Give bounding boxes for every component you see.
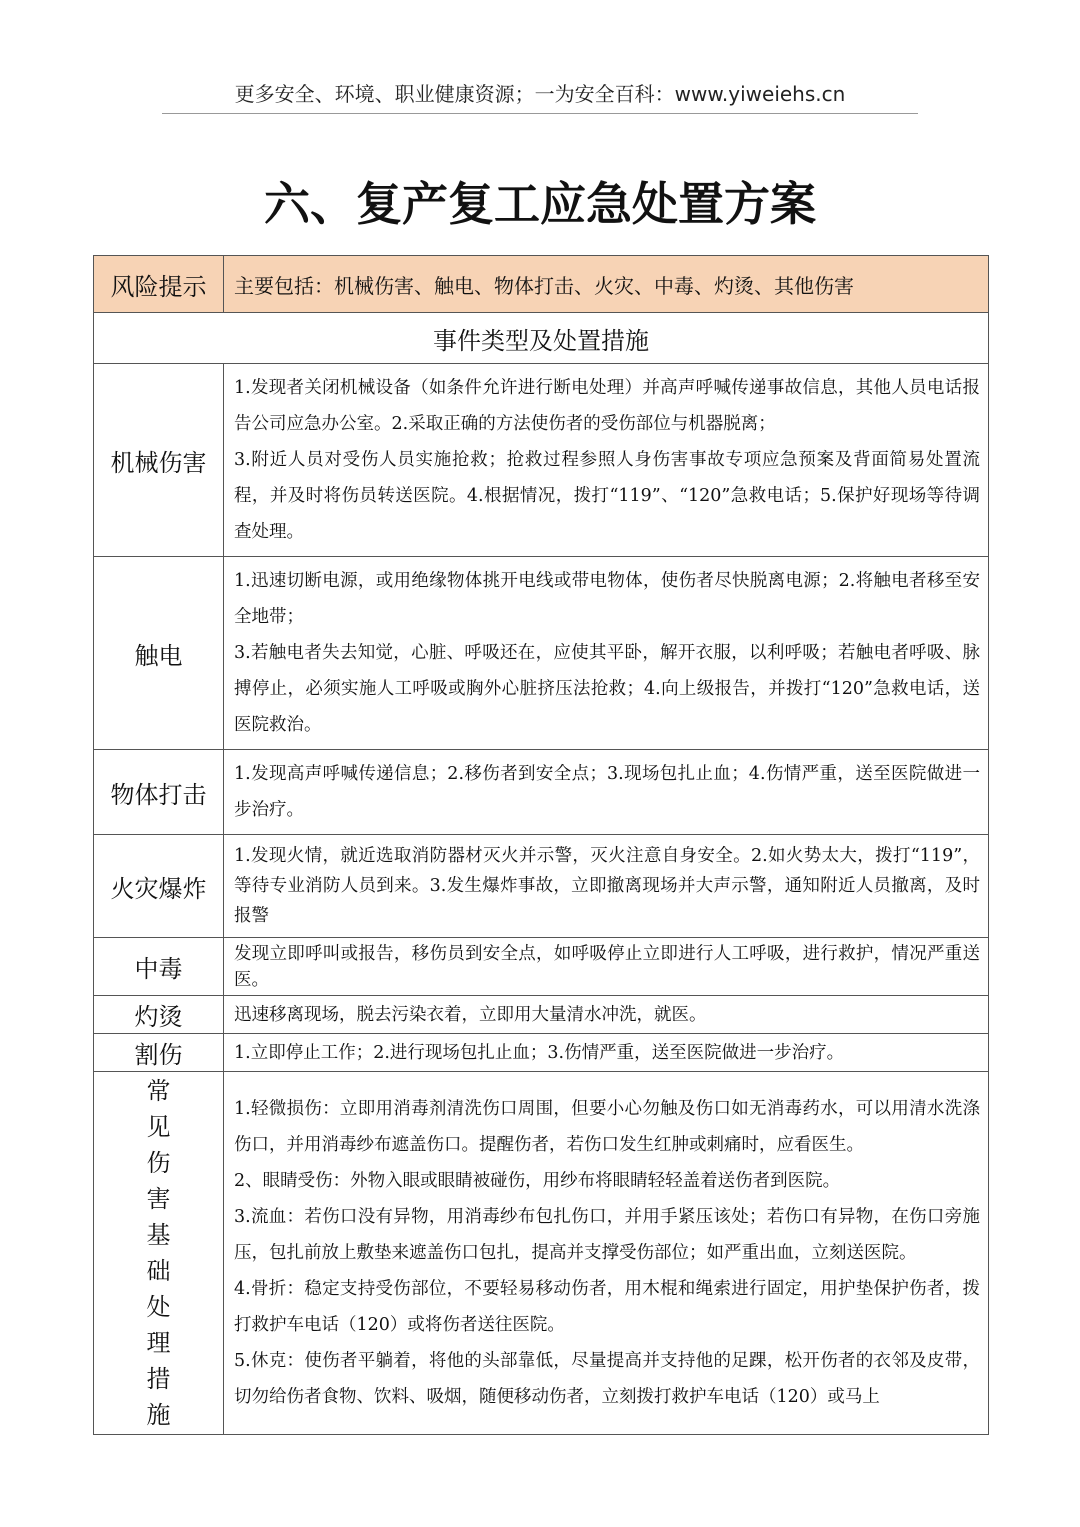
label-char: 础 [146,1257,171,1285]
content-paragraph: 3.附近人员对受伤人员实施抢救；抢救过程参照人身伤害事故专项应急预案及背面简易处置流程，并及时将伤员转送医院。4.根据情况，拨打“119”、“120”急救电话；5.保护好现场等待调查处理。 [234,450,980,542]
table-row [94,938,989,996]
risk-label: 风险提示 [94,256,224,313]
page-title: 六、复产复工应急处置方案 [264,177,816,231]
label-char: 害 [146,1185,171,1213]
row-content [224,938,989,996]
content-paragraph: 1.发现火情，就近选取消防器材灭火并示警，灭火注意自身安全。2.如火势太大，拨打“119”，等待专业消防人员到来。3.发生爆炸事故，立即撤离现场并大声示警，通知附近人员撤离，及时报警 [234,846,980,926]
row-content [224,1072,989,1435]
row-content [224,996,989,1034]
content-paragraph: 3.若触电者失去知觉，心脏、呼吸还在，应使其平卧，解开衣服，以利呼吸；若触电者呼吸、脉搏停止，必须实施人工呼吸或胸外心脏挤压法抢救；4.向上级报告，并拨打“120”急救电话，送医院救治。 [234,643,980,735]
risk-row [94,256,989,313]
content-paragraph: 迅速移离现场，脱去污染衣着，立即用大量清水冲洗，就医。 [234,1004,707,1025]
row-content [224,1034,989,1072]
content-paragraph: 1.迅速切断电源，或用绝缘物体挑开电线或带电物体，使伤者尽快脱离电源；2.将触电者移至安全地带； [234,571,980,627]
section-title: 事件类型及处置措施 [94,313,989,364]
site-header: 更多安全、环境、职业健康资源；一为安全百科：www.yiweiehs.cn [234,82,846,106]
label-char: 施 [146,1401,171,1429]
row-content [224,835,989,938]
table-row [94,835,989,938]
table-row [94,1072,989,1435]
section-row [94,313,989,364]
table-row [94,557,989,750]
label-char: 伤 [146,1149,171,1177]
content-paragraph: 2、眼睛受伤：外物入眼或眼睛被碰伤，用纱布将眼睛轻轻盖着送伤者到医院。 [234,1171,841,1191]
row-content [224,750,989,835]
content-paragraph: 3.流血：若伤口没有异物，用消毒纱布包扎伤口，并用手紧压该处；若伤口有异物，在伤口旁施压，包扎前放上敷垫来遮盖伤口包扎，提高并支撑受伤部位；如严重出血，立刻送医院。 [234,1207,980,1263]
content-paragraph: 1.轻微损伤：立即用消毒剂清洗伤口周围，但要小心勿触及伤口如无消毒药水，可以用清水洗涤伤口，并用消毒纱布遮盖伤口。提醒伤者，若伤口发生红肿或刺痛时，应看医生。 [234,1099,980,1155]
table-row [94,364,989,557]
emergency-plan-table [93,255,989,1435]
row-label: 割伤 [94,1034,224,1072]
label-char: 基 [146,1221,171,1249]
label-char: 处 [146,1293,171,1321]
table-row [94,750,989,835]
table-row [94,1034,989,1072]
content-paragraph: 1.发现者关闭机械设备（如条件允许进行断电处理）并高声呼喊传递事故信息，其他人员电话报告公司应急办公室。2.采取正确的方法使伤者的受伤部位与机器脱离； [234,378,980,434]
row-label: 物体打击 [94,750,224,835]
header-divider [162,113,918,114]
row-label: 触电 [94,557,224,750]
label-char: 措 [146,1365,171,1393]
label-char: 见 [146,1113,171,1141]
row-label: 机械伤害 [94,364,224,557]
label-char: 常 [146,1077,171,1105]
row-content [224,557,989,750]
row-label: 灼烫 [94,996,224,1034]
content-paragraph: 5.休克：使伤者平躺着，将他的头部靠低，尽量提高并支持他的足踝，松开伤者的衣邻及皮带，切勿给伤者食物、饮料、吸烟，随便移动伤者，立刻拨打救护车电话（120）或马上 [234,1351,980,1407]
content-paragraph: 1.发现高声呼喊传递信息；2.移伤者到安全点；3.现场包扎止血；4.伤情严重，送至医院做进一步治疗。 [234,764,980,820]
row-label: 火灾爆炸 [94,835,224,938]
risk-text: 主要包括：机械伤害、触电、物体打击、火灾、中毒、灼烫、其他伤害 [224,256,989,313]
content-paragraph: 4.骨折：稳定支持受伤部位，不要轻易移动伤者，用木棍和绳索进行固定，用护垫保护伤者，拨打救护车电话（120）或将伤者送往医院。 [234,1279,980,1335]
content-paragraph: 发现立即呼叫或报告，移伤员到安全点，如呼吸停止立即进行人工呼吸，进行救护，情况严重送医。 [234,943,980,990]
content-paragraph: 1.立即停止工作；2.进行现场包扎止血；3.伤情严重，送至医院做进一步治疗。 [234,1042,845,1063]
label-char: 理 [146,1329,171,1357]
row-label: 中毒 [94,938,224,996]
row-content [224,364,989,557]
table-row [94,996,989,1034]
row-label-vertical [94,1072,224,1435]
